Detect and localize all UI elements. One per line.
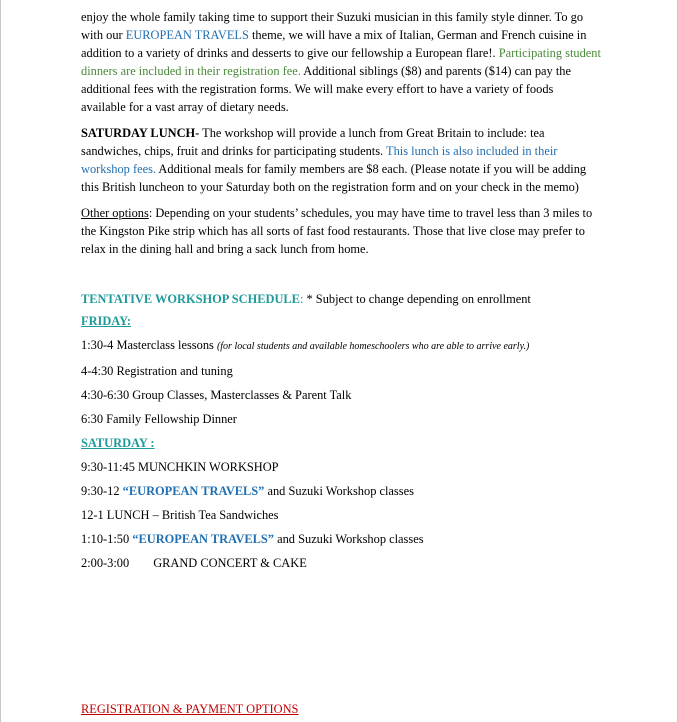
lunch-text-1: The workshop will provide a lunch from Great Britain to include: tea sandwiches, chips, fruit and drinks for participating students. — [81, 126, 545, 158]
theme-name: EUROPEAN TRAVELS — [125, 28, 249, 42]
lunch-paragraph — [81, 124, 601, 196]
friday-item-masterclass — [81, 336, 601, 356]
dinner-text-3: Additional siblings ($8) and parents ($14) can pay the additional fees with the registration forms. We will make every effort to have a variety of foods available for a vast array of dietary needs. — [81, 64, 571, 114]
section-spacer — [81, 266, 601, 290]
schedule-title-line — [81, 290, 601, 308]
friday-item-masterclass-text: 1:30-4 Masterclass lessons — [81, 338, 217, 352]
dinner-text-1: enjoy the whole family taking time to support their Suzuki musician in this family style dinner. To go with our — [81, 10, 584, 42]
saturday-item-afternoon-theme: “EUROPEAN TRAVELS” — [132, 532, 275, 546]
lunch-text-2: Additional meals for family members are $8 each. (Please notate if you will be adding this British luncheon to your Saturday both on the registration form and on your check in the memo) — [81, 162, 587, 194]
saturday-item-concert-time: 2:00-3:00 — [81, 556, 130, 570]
friday-item-masterclass-note: (for local students and available homeschoolers who are able to arrive early.) — [216, 341, 530, 352]
schedule-note: * Subject to change depending on enrollment — [303, 292, 531, 306]
saturday-item-morning-time: 9:30-12 — [81, 484, 123, 498]
dinner-text-2: theme, we will have a mix of Italian, German and French cuisine in addition to a variety of drinks and desserts to give our fellowship a European flare!. — [81, 28, 587, 60]
dinner-paragraph — [81, 8, 601, 116]
registration-options-link[interactable]: REGISTRATION & PAYMENT OPTIONS — [81, 702, 299, 716]
page-left-edge — [0, 0, 1, 722]
saturday-item-concert-text: GRAND CONCERT & CAKE — [153, 556, 307, 570]
saturday-item-morning-classes — [81, 482, 601, 500]
saturday-item-lunch: 12-1 LUNCH – British Tea Sandwiches — [81, 508, 279, 522]
friday-heading: FRIDAY: — [81, 314, 132, 328]
saturday-item-munchkin: 9:30-11:45 MUNCHKIN WORKSHOP — [81, 460, 279, 474]
saturday-item-concert — [81, 554, 601, 572]
friday-item-classes: 4:30-6:30 Group Classes, Masterclasses & Parent Talk — [81, 388, 352, 402]
other-options-text: : Depending on your students’ schedules, you may have time to travel less than 3 miles to the Kingston Pike strip which has all sorts of fast food restaurants. Those that live close may prefer to relax in the dining hall and bring a sack lunch from home. — [81, 206, 593, 256]
other-options-paragraph — [81, 204, 601, 258]
saturday-item-morning-rest: and Suzuki Workshop classes — [264, 484, 414, 498]
saturday-item-afternoon-rest: and Suzuki Workshop classes — [274, 532, 424, 546]
saturday-item-afternoon-classes — [81, 530, 601, 548]
schedule-colon: : — [299, 292, 304, 306]
saturday-item-afternoon-time: 1:10-1:50 — [81, 532, 133, 546]
friday-item-registration: 4-4:30 Registration and tuning — [81, 364, 233, 378]
schedule-title: TENTATIVE WORKSHOP SCHEDULE — [81, 292, 300, 306]
saturday-item-morning-theme: “EUROPEAN TRAVELS” — [122, 484, 265, 498]
friday-item-dinner: 6:30 Family Fellowship Dinner — [81, 412, 237, 426]
saturday-heading: SATURDAY : — [81, 436, 155, 450]
other-options-heading: Other options — [81, 206, 149, 220]
document-body — [81, 8, 601, 578]
dinner-included-note: Participating student dinners are included in their registration fee. — [81, 46, 601, 78]
lunch-included-note: This lunch is also included in their workshop fees. — [81, 144, 558, 176]
lunch-heading: SATURDAY LUNCH- — [81, 126, 200, 140]
